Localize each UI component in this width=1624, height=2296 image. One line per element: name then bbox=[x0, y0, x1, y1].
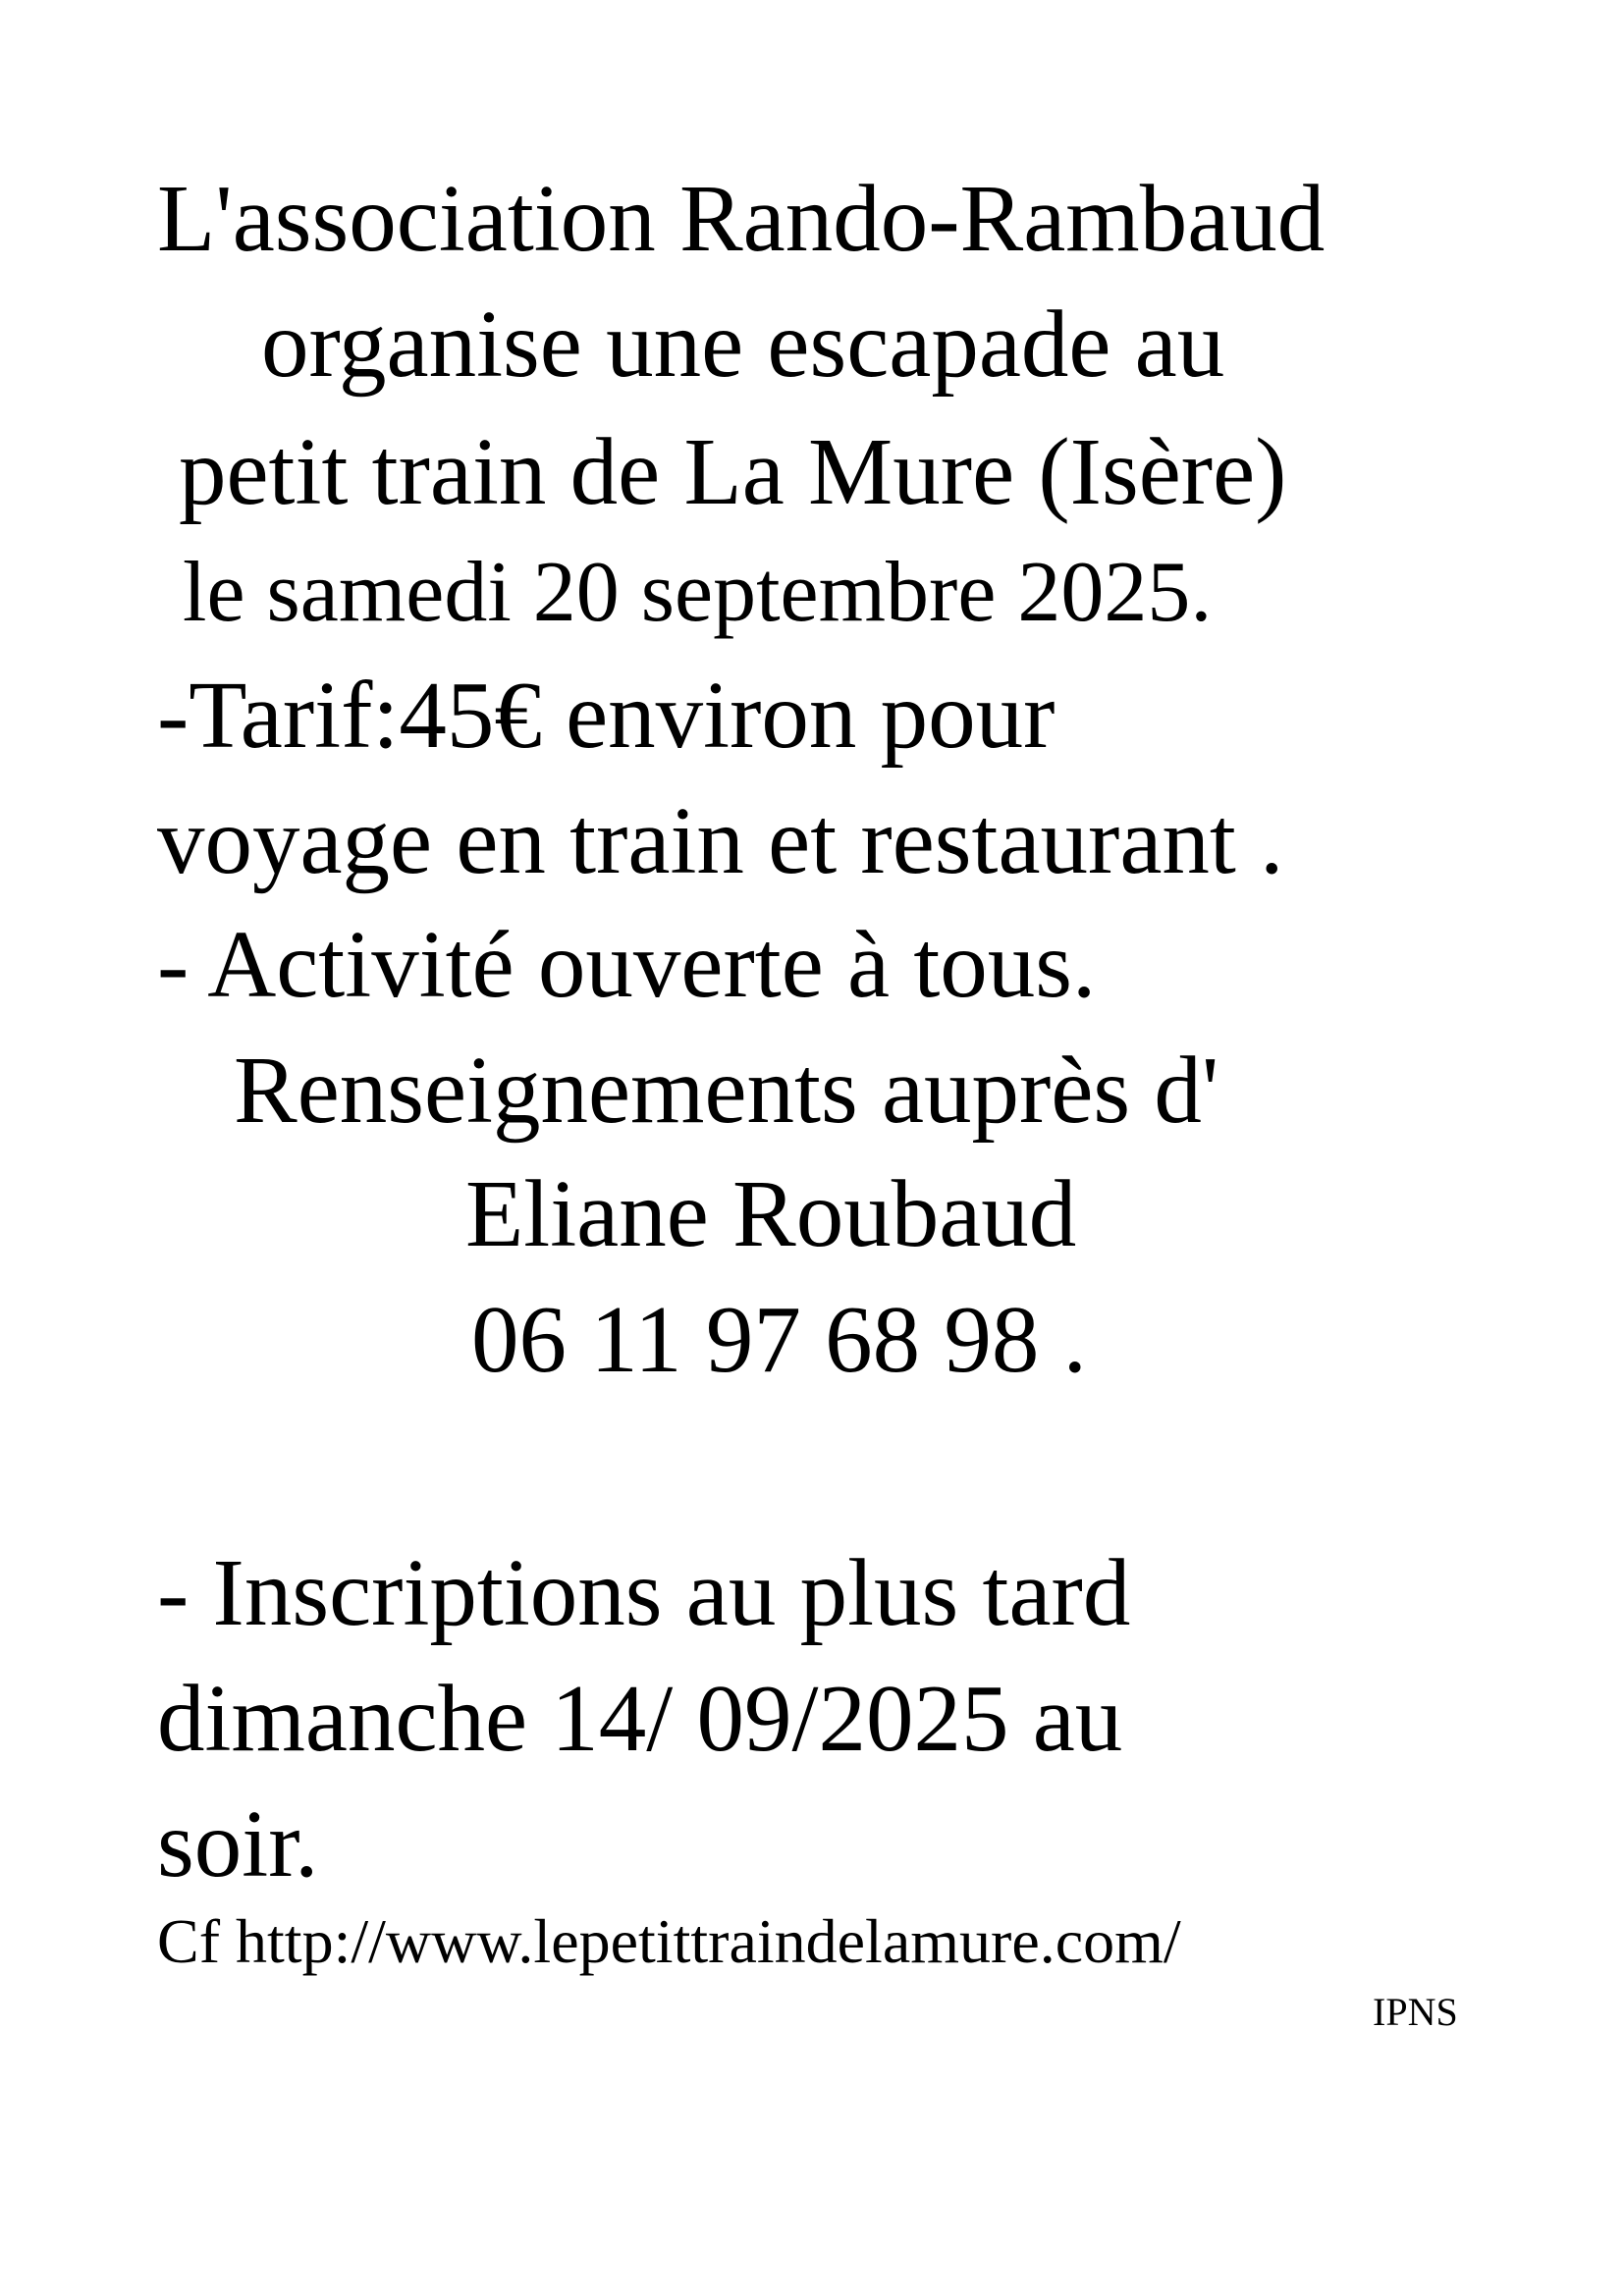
contact-label: Renseignements auprès d' bbox=[234, 1038, 1219, 1143]
inscriptions-line-2: dimanche 14/ 09/2025 au bbox=[157, 1666, 1123, 1771]
activite-line: - Activité ouverte à tous. bbox=[157, 912, 1097, 1017]
intro-line-3: petit train de La Mure (Isère) bbox=[179, 419, 1287, 524]
contact-phone: 06 11 97 68 98 . bbox=[471, 1287, 1087, 1392]
inscriptions-line-1: - Inscriptions au plus tard bbox=[157, 1540, 1131, 1645]
reference-url: Cf http://www.lepetittraindelamure.com/ bbox=[157, 1906, 1181, 1976]
intro-line-4: le samedi 20 septembre 2025. bbox=[183, 545, 1213, 640]
tarif-line-2: voyage en train et restaurant . bbox=[157, 788, 1284, 893]
tarif-line-1: -Tarif:45€ environ pour bbox=[157, 663, 1056, 768]
ipns-label: IPNS bbox=[1373, 1990, 1458, 2034]
intro-line-2: organise une escapade au bbox=[261, 292, 1225, 397]
intro-line-1: L'association Rando-Rambaud bbox=[157, 166, 1326, 271]
inscriptions-line-3: soir. bbox=[157, 1791, 319, 1896]
contact-name: Eliane Roubaud bbox=[465, 1161, 1077, 1266]
